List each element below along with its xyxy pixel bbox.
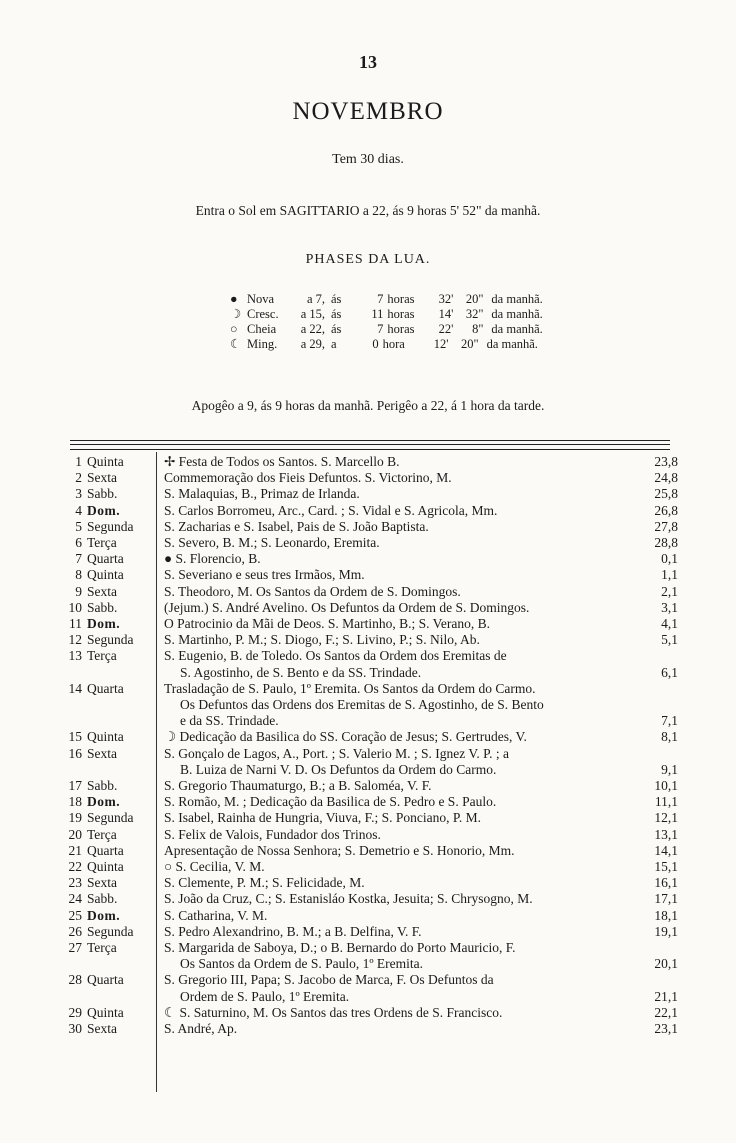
moon-age-value: 12,1: [654, 810, 678, 826]
value-cell: [629, 503, 678, 519]
weekday: Terça: [87, 648, 117, 664]
day-number: 18: [68, 794, 82, 810]
value-cell: [629, 940, 678, 972]
days-count: Tem 30 dias.: [332, 152, 404, 167]
phase-minutes: 22': [438, 322, 454, 336]
phase-date: a 22,: [300, 322, 325, 336]
saints-cell: [156, 1021, 629, 1037]
phase-seconds: 8": [472, 322, 484, 336]
weekday: Sabb.: [87, 486, 118, 502]
saints-cell: [156, 681, 629, 730]
full-moon-icon: ○: [230, 322, 238, 336]
day-cell: [50, 859, 156, 875]
value-cell: [629, 827, 678, 843]
saints-cell: [156, 827, 629, 843]
day-cell: [50, 535, 156, 551]
saints-line: ● S. Florencio, B.: [164, 551, 261, 567]
saints-line: S. Gonçalo de Lagos, A., Port. ; S. Valerio M. ; S. Ignez V. P. ; a: [164, 745, 509, 761]
day-number: 17: [68, 777, 82, 793]
day-number: 28: [68, 972, 82, 988]
saints-cell: [156, 616, 629, 632]
calendar-row: [50, 519, 678, 535]
day-cell: [50, 1005, 156, 1021]
phase-at: ás: [331, 307, 342, 321]
weekday: Segunda: [87, 632, 134, 648]
moon-age-value: 15,1: [654, 858, 678, 874]
saints-line: Ordem de S. Paulo, 1º Eremita.: [180, 988, 350, 1004]
weekday: Sabb.: [87, 599, 118, 615]
day-number: 23: [68, 875, 82, 891]
weekday: Quarta: [87, 842, 124, 858]
month-title: NOVEMBRO: [292, 98, 444, 125]
saints-line: Apresentação de Nossa Senhora; S. Demetrio e S. Honorio, Mm.: [164, 842, 515, 858]
saints-cell: [156, 470, 629, 486]
moon-age-value: 10,1: [654, 777, 678, 793]
saints-line: S. Romão, M. ; Dedicação da Basilica de S. Pedro e S. Paulo.: [164, 794, 497, 810]
new-moon-icon: ●: [230, 292, 238, 306]
phases-title: PHASES DA LUA.: [305, 252, 431, 267]
moon-age-value: 8,1: [661, 729, 678, 745]
saints-line: ✢ Festa de Todos os Santos. S. Marcello B.: [164, 454, 400, 469]
day-number: 21: [68, 842, 82, 858]
value-cell: [629, 794, 678, 810]
weekday: Terça: [87, 535, 117, 551]
day-cell: [50, 908, 156, 924]
weekday: Dom.: [87, 616, 121, 632]
saints-line: e da SS. Trindade.: [180, 713, 279, 729]
moon-age-value: 9,1: [661, 761, 678, 777]
calendar-row: [50, 1021, 678, 1037]
saints-cell: [156, 535, 629, 551]
calendar-row: [50, 470, 678, 486]
saints-line: ○ S. Cecilia, V. M.: [164, 858, 265, 874]
day-cell: [50, 584, 156, 600]
saints-line: S. Severiano e seus tres Irmãos, Mm.: [164, 567, 365, 583]
day-number: 14: [68, 680, 82, 696]
page-number: 13: [359, 52, 377, 72]
day-number: 2: [75, 470, 82, 486]
saints-line: Os Defuntos das Ordens dos Eremitas de S. Agostinho, de S. Bento: [180, 697, 544, 712]
calendar-row: [50, 454, 678, 470]
moon-age-value: 7,1: [661, 713, 678, 729]
saints-cell: [156, 729, 629, 745]
weekday: Terça: [87, 939, 117, 955]
day-cell: [50, 600, 156, 616]
weekday: Dom.: [87, 502, 121, 518]
saints-cell: [156, 584, 629, 600]
value-cell: [629, 924, 678, 940]
day-cell: [50, 940, 156, 956]
value-cell: [629, 859, 678, 875]
saints-line: ☾ S. Saturnino, M. Os Santos das tres Ordens de S. Francisco.: [164, 1004, 503, 1020]
phase-hour-word: horas: [387, 322, 415, 336]
moon-phases: [230, 292, 543, 352]
day-cell: [50, 616, 156, 632]
day-number: 7: [75, 551, 82, 567]
weekday: Quarta: [87, 680, 124, 696]
saints-cell: [156, 632, 629, 648]
phase-period: da manhã.: [491, 307, 543, 321]
moon-age-value: 13,1: [654, 826, 678, 842]
saints-cell: [156, 551, 629, 567]
weekday: Quarta: [87, 972, 124, 988]
phase-minutes: 12': [433, 337, 449, 351]
saints-cell: [156, 519, 629, 535]
saints-cell: [156, 1005, 629, 1021]
weekday: Segunda: [87, 518, 134, 534]
calendar-row: [50, 891, 678, 907]
saints-cell: [156, 859, 629, 875]
moon-age-value: 25,8: [654, 486, 678, 502]
calendar-row: [50, 794, 678, 810]
phase-hour: 0: [372, 337, 379, 351]
day-cell: [50, 827, 156, 843]
saints-line: S. Malaquias, B., Primaz de Irlanda.: [164, 486, 360, 502]
day-cell: [50, 746, 156, 762]
phase-row: [230, 322, 543, 337]
phase-date: a 29,: [300, 337, 325, 351]
weekday: Terça: [87, 826, 117, 842]
day-number: 5: [75, 518, 82, 534]
phase-hour-word: hora: [382, 337, 405, 351]
value-cell: [629, 778, 678, 794]
saints-line: S. Gregorio Thaumaturgo, B.; a B. Saloméa, V. F.: [164, 777, 432, 793]
saints-line: ☽ Dedicação da Basilica do SS. Coração de Jesus; S. Gertrudes, V.: [164, 729, 527, 745]
weekday: Sexta: [87, 875, 117, 891]
value-cell: [629, 470, 678, 486]
value-cell: [629, 875, 678, 891]
top-rule: [70, 440, 670, 441]
weekday: Quinta: [87, 454, 124, 469]
day-number: 26: [68, 923, 82, 939]
moon-age-value: 2,1: [661, 583, 678, 599]
day-cell: [50, 632, 156, 648]
crescent-moon-icon: ☽: [230, 307, 242, 321]
weekday: Sexta: [87, 470, 117, 486]
apogee-perigee: Apogêo a 9, ás 9 horas da manhã. Perigêo a 22, á 1 hora da tarde.: [191, 398, 545, 413]
calendar-row: [50, 875, 678, 891]
day-cell: [50, 729, 156, 745]
calendar-row: [50, 600, 678, 616]
weekday: Quinta: [87, 858, 124, 874]
day-cell: [50, 778, 156, 794]
day-number: 20: [68, 826, 82, 842]
saints-line: S. Martinho, P. M.; S. Diogo, F.; S. Livino, P.; S. Nilo, Ab.: [164, 632, 480, 648]
weekday: Segunda: [87, 810, 134, 826]
moon-age-value: 20,1: [654, 956, 678, 972]
day-number: 27: [68, 939, 82, 955]
moon-age-value: 27,8: [654, 518, 678, 534]
calendar-row: [50, 648, 678, 680]
phase-name: Cresc.: [247, 307, 279, 321]
saints-cell: [156, 454, 629, 470]
phase-row: [230, 307, 543, 322]
weekday: Dom.: [87, 907, 121, 923]
saints-cell: [156, 648, 629, 680]
saints-cell: [156, 600, 629, 616]
day-cell: [50, 454, 156, 470]
day-number: 30: [68, 1020, 82, 1036]
value-cell: [629, 551, 678, 567]
day-cell: [50, 810, 156, 826]
saints-line: S. Pedro Alexandrino, B. M.; a B. Delfina, V. F.: [164, 923, 422, 939]
weekday: Sabb.: [87, 777, 118, 793]
calendar-row: [50, 551, 678, 567]
top-rule-thin: [70, 449, 670, 450]
moon-age-value: 23,1: [654, 1020, 678, 1036]
moon-age-value: 6,1: [661, 664, 678, 680]
phase-hour-word: horas: [387, 307, 415, 321]
saints-cell: [156, 891, 629, 907]
moon-age-value: 3,1: [661, 599, 678, 615]
phase-period: da manhã.: [491, 322, 543, 336]
day-cell: [50, 681, 156, 697]
saints-line: Commemoração dos Fieis Defuntos. S. Victorino, M.: [164, 470, 452, 486]
phase-date: a 15,: [300, 307, 325, 321]
day-number: 13: [68, 648, 82, 664]
calendar-row: [50, 632, 678, 648]
calendar-row: [50, 535, 678, 551]
value-cell: [629, 486, 678, 502]
day-number: 9: [75, 583, 82, 599]
moon-age-value: 11,1: [654, 794, 678, 810]
value-cell: [629, 519, 678, 535]
moon-age-value: 28,8: [654, 535, 678, 551]
value-cell: [629, 843, 678, 859]
phase-hour: 11: [371, 307, 384, 321]
saints-cell: [156, 778, 629, 794]
phase-name: Ming.: [247, 337, 278, 351]
saints-cell: [156, 503, 629, 519]
waning-moon-icon: ☾: [230, 337, 242, 351]
value-cell: [629, 729, 678, 745]
day-cell: [50, 503, 156, 519]
phase-hour-word: horas: [387, 292, 415, 306]
day-cell: [50, 924, 156, 940]
value-cell: [629, 535, 678, 551]
top-rule-double: [70, 444, 670, 445]
value-cell: [629, 810, 678, 826]
calendar-row: [50, 729, 678, 745]
value-cell: [629, 681, 678, 730]
calendar-row: [50, 584, 678, 600]
day-number: 3: [75, 486, 82, 502]
day-number: 15: [68, 729, 82, 745]
saints-line: S. Margarida de Saboya, D.; o B. Bernardo do Porto Mauricio, F.: [164, 939, 516, 955]
weekday: Sexta: [87, 745, 117, 761]
saints-line: S. Severo, B. M.; S. Leonardo, Eremita.: [164, 535, 380, 551]
saints-line: (Jejum.) S. André Avelino. Os Defuntos da Ordem de S. Domingos.: [164, 599, 530, 615]
moon-age-value: 5,1: [661, 632, 678, 648]
saints-line: S. Carlos Borromeu, Arc., Card. ; S. Vidal e S. Agricola, Mm.: [164, 502, 498, 518]
saints-cell: [156, 486, 629, 502]
calendar-row: [50, 1005, 678, 1021]
calendar-row: [50, 972, 678, 1004]
day-number: 29: [68, 1004, 82, 1020]
day-cell: [50, 486, 156, 502]
day-number: 6: [75, 535, 82, 551]
phase-row: [230, 292, 543, 307]
phase-period: da manhã.: [486, 337, 538, 351]
weekday: Quarta: [87, 551, 124, 567]
phase-name: Cheia: [247, 322, 277, 336]
saints-line: S. André, Ap.: [164, 1020, 238, 1036]
phase-hour: 7: [377, 322, 384, 336]
moon-age-value: 16,1: [654, 875, 678, 891]
day-number: 16: [68, 745, 82, 761]
day-cell: [50, 551, 156, 567]
calendar-row: [50, 843, 678, 859]
calendar-row: [50, 567, 678, 583]
saints-cell: [156, 843, 629, 859]
day-number: 12: [68, 632, 82, 648]
moon-age-value: 0,1: [661, 551, 678, 567]
phase-at: ás: [331, 322, 342, 336]
calendar-row: [50, 940, 678, 972]
weekday: Quinta: [87, 729, 124, 745]
saints-line: S. Clemente, P. M.; S. Felicidade, M.: [164, 875, 365, 891]
value-cell: [629, 454, 678, 470]
weekday: Segunda: [87, 923, 134, 939]
weekday: Sabb.: [87, 891, 118, 907]
day-cell: [50, 1021, 156, 1037]
saints-line: S. Felix de Valois, Fundador dos Trinos.: [164, 826, 381, 842]
calendar-row: [50, 778, 678, 794]
phase-at: a: [331, 337, 337, 351]
value-cell: [629, 567, 678, 583]
calendar-row: [50, 616, 678, 632]
saints-cell: [156, 567, 629, 583]
day-cell: [50, 567, 156, 583]
calendar-table: [50, 454, 678, 1037]
moon-age-value: 22,1: [654, 1004, 678, 1020]
weekday: Dom.: [87, 794, 121, 810]
moon-age-value: 26,8: [654, 502, 678, 518]
value-cell: [629, 1021, 678, 1037]
value-cell: [629, 908, 678, 924]
saints-line: S. Agostinho, de S. Bento e da SS. Trindade.: [180, 664, 422, 680]
day-number: 4: [75, 502, 82, 518]
calendar-row: [50, 924, 678, 940]
value-cell: [629, 600, 678, 616]
day-number: 24: [68, 891, 82, 907]
value-cell: [629, 891, 678, 907]
saints-cell: [156, 810, 629, 826]
calendar-row: [50, 503, 678, 519]
day-cell: [50, 794, 156, 810]
day-cell: [50, 843, 156, 859]
saints-cell: [156, 746, 629, 778]
moon-age-value: 18,1: [654, 907, 678, 923]
calendar-row: [50, 681, 678, 730]
phase-minutes: 32': [438, 292, 454, 306]
day-number: 10: [68, 599, 82, 615]
moon-age-value: 24,8: [654, 470, 678, 486]
weekday: Sexta: [87, 1020, 117, 1036]
day-number: 11: [69, 616, 82, 632]
day-cell: [50, 891, 156, 907]
calendar-row: [50, 908, 678, 924]
day-cell: [50, 648, 156, 664]
phase-minutes: 14': [438, 307, 454, 321]
day-number: 22: [68, 858, 82, 874]
calendar-row: [50, 859, 678, 875]
phase-date: a 7,: [306, 292, 325, 306]
saints-cell: [156, 875, 629, 891]
saints-line: B. Luiza de Narni V. D. Os Defuntos da Ordem do Carmo.: [180, 761, 497, 777]
moon-age-value: 23,8: [654, 454, 678, 469]
saints-line: S. Zacharias e S. Isabel, Pais de S. João Baptista.: [164, 518, 429, 534]
saints-line: Os Santos da Ordem de S. Paulo, 1º Eremita.: [180, 956, 424, 972]
moon-age-value: 1,1: [661, 567, 678, 583]
day-cell: [50, 972, 156, 988]
phase-at: ás: [331, 292, 342, 306]
phase-seconds: 20": [460, 337, 479, 351]
moon-age-value: 19,1: [654, 923, 678, 939]
value-cell: [629, 632, 678, 648]
moon-age-value: 4,1: [661, 616, 678, 632]
value-cell: [629, 584, 678, 600]
phase-hour: 7: [377, 292, 384, 306]
saints-line: S. Catharina, V. M.: [164, 907, 268, 923]
saints-cell: [156, 940, 629, 972]
day-number: 19: [68, 810, 82, 826]
saints-line: S. Gregorio III, Papa; S. Jacobo de Marca, F. Os Defuntos da: [164, 972, 494, 988]
moon-age-value: 17,1: [654, 891, 678, 907]
day-number: 8: [75, 567, 82, 583]
weekday: Quinta: [87, 567, 124, 583]
day-cell: [50, 519, 156, 535]
value-cell: [629, 648, 678, 680]
value-cell: [629, 746, 678, 778]
day-cell: [50, 875, 156, 891]
value-cell: [629, 1005, 678, 1021]
calendar-row: [50, 486, 678, 502]
phase-seconds: 32": [465, 307, 484, 321]
day-number: 1: [75, 454, 82, 469]
value-cell: [629, 616, 678, 632]
calendar-row: [50, 827, 678, 843]
saints-cell: [156, 908, 629, 924]
moon-age-value: 14,1: [654, 842, 678, 858]
calendar-row: [50, 810, 678, 826]
moon-age-value: 21,1: [654, 988, 678, 1004]
saints-line: S. Theodoro, M. Os Santos da Ordem de S. Domingos.: [164, 583, 461, 599]
weekday: Quinta: [87, 1004, 124, 1020]
phase-seconds: 20": [465, 292, 484, 306]
saints-cell: [156, 794, 629, 810]
saints-line: S. João da Cruz, C.; S. Estanisláo Kostka, Jesuita; S. Chrysogno, M.: [164, 891, 533, 907]
phase-row: [230, 337, 543, 352]
day-number: 25: [68, 907, 82, 923]
weekday: Sexta: [87, 583, 117, 599]
saints-line: S. Eugenio, B. de Toledo. Os Santos da Ordem dos Eremitas de: [164, 648, 507, 664]
saints-cell: [156, 924, 629, 940]
sun-entry: Entra o Sol em SAGITTARIO a 22, ás 9 horas 5' 52" da manhã.: [195, 203, 541, 218]
saints-line: S. Isabel, Rainha de Hungria, Viuva, F.; S. Ponciano, P. M.: [164, 810, 481, 826]
calendar-row: [50, 746, 678, 778]
saints-cell: [156, 972, 629, 1004]
day-cell: [50, 470, 156, 486]
value-cell: [629, 972, 678, 1004]
saints-line: Trasladação de S. Paulo, 1º Eremita. Os Santos da Ordem do Carmo.: [164, 680, 536, 696]
phase-period: da manhã.: [491, 292, 543, 306]
phase-name: Nova: [247, 292, 275, 306]
saints-line: O Patrocinio da Mãi de Deos. S. Martinho, B.; S. Verano, B.: [164, 616, 490, 632]
